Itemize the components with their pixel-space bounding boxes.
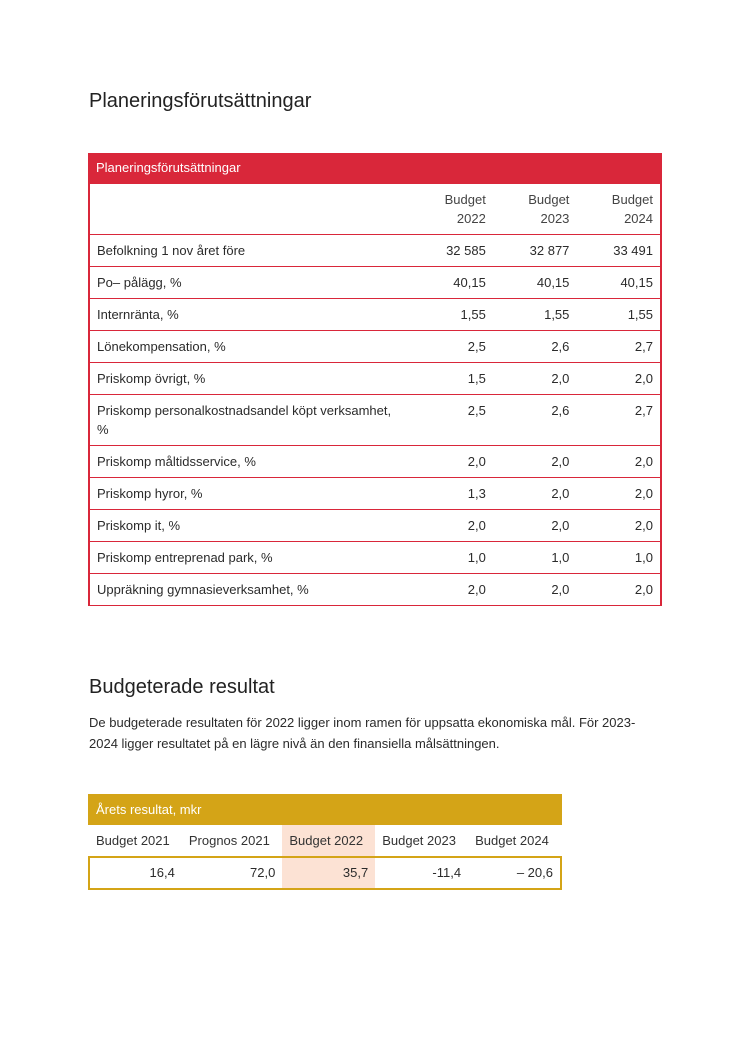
cell-value: 1,55 bbox=[409, 299, 493, 331]
table-row bbox=[89, 446, 661, 478]
table-row bbox=[89, 267, 661, 299]
table-row bbox=[89, 331, 661, 363]
table-row bbox=[89, 510, 661, 542]
cell-value: 2,0 bbox=[409, 446, 493, 478]
table-row bbox=[89, 542, 661, 574]
row-label: Befolkning 1 nov året före bbox=[89, 235, 409, 267]
value-budget-2023: -11,4 bbox=[375, 857, 468, 889]
column-header-budget-2023: Budget 2023 bbox=[493, 184, 577, 235]
row-label: Priskomp entreprenad park, % bbox=[89, 542, 409, 574]
cell-value: 2,0 bbox=[576, 363, 661, 395]
cell-value: 1,0 bbox=[576, 542, 661, 574]
cell-value: 2,7 bbox=[576, 395, 661, 446]
cell-value: 2,0 bbox=[493, 478, 577, 510]
cell-value: 1,55 bbox=[493, 299, 577, 331]
row-label: Priskomp it, % bbox=[89, 510, 409, 542]
cell-value: 2,6 bbox=[493, 395, 577, 446]
cell-value: 1,0 bbox=[493, 542, 577, 574]
row-label: Priskomp måltidsservice, % bbox=[89, 446, 409, 478]
value-budget-2021: 16,4 bbox=[89, 857, 182, 889]
cell-value: 32 585 bbox=[409, 235, 493, 267]
row-label: Uppräkning gymnasieverksamhet, % bbox=[89, 574, 409, 606]
cell-value: 2,0 bbox=[493, 574, 577, 606]
intro-paragraph: De budgeterade resultaten för 2022 ligger inom ramen för uppsatta ekonomiska mål. För 2023-2024 ligger resultatet på en lägre nivå än den finansiella målsättningen. bbox=[89, 715, 636, 751]
column-header-budget-2024: Budget 2024 bbox=[475, 833, 549, 848]
cell-value: 2,5 bbox=[409, 331, 493, 363]
table-row bbox=[89, 299, 661, 331]
row-label: Internränta, % bbox=[89, 299, 409, 331]
column-header-label bbox=[89, 184, 409, 235]
section-heading-budgeterade-resultat: Budgeterade resultat bbox=[89, 676, 275, 698]
row-label: Priskomp övrigt, % bbox=[89, 363, 409, 395]
column-header-budget-2021: Budget 2021 bbox=[96, 833, 170, 848]
planning-assumptions-table bbox=[88, 153, 662, 606]
table-header-row bbox=[89, 184, 661, 235]
cell-value: 2,0 bbox=[576, 574, 661, 606]
cell-value: 32 877 bbox=[493, 235, 577, 267]
cell-value: 2,0 bbox=[576, 446, 661, 478]
table-row bbox=[89, 857, 561, 889]
value-prognos-2021: 72,0 bbox=[182, 857, 283, 889]
table-caption: Planeringsförutsättningar bbox=[88, 153, 662, 183]
row-label: Priskomp personalkostnadsandel köpt verksamhet, % bbox=[89, 395, 409, 446]
section-heading-planeringsforutsattningar: Planeringsförutsättningar bbox=[89, 90, 312, 112]
row-label: Po– pålägg, % bbox=[89, 267, 409, 299]
cell-value: 1,0 bbox=[409, 542, 493, 574]
cell-value: 33 491 bbox=[576, 235, 661, 267]
cell-value: 2,0 bbox=[493, 446, 577, 478]
table-header-row bbox=[89, 825, 561, 857]
value-budget-2022: 35,7 bbox=[282, 857, 375, 889]
row-label: Priskomp hyror, % bbox=[89, 478, 409, 510]
table-row bbox=[89, 574, 661, 606]
column-header-prognos-2021: Prognos 2021 bbox=[188, 833, 270, 848]
column-header-budget-2023: Budget 2023 bbox=[382, 833, 456, 848]
table-row bbox=[89, 235, 661, 267]
cell-value: 2,6 bbox=[493, 331, 577, 363]
cell-value: 2,0 bbox=[493, 510, 577, 542]
cell-value: 2,7 bbox=[576, 331, 661, 363]
cell-value: 2,0 bbox=[409, 574, 493, 606]
table-row bbox=[89, 363, 661, 395]
table-row bbox=[89, 478, 661, 510]
table-row bbox=[89, 395, 661, 446]
cell-value: 2,0 bbox=[576, 478, 661, 510]
column-header-budget-2024: Budget 2024 bbox=[576, 184, 661, 235]
column-header-budget-2022: Budget 2022 bbox=[282, 825, 375, 857]
value-budget-2024: – 20,6 bbox=[468, 857, 561, 889]
cell-value: 2,5 bbox=[409, 395, 493, 446]
cell-value: 2,0 bbox=[493, 363, 577, 395]
annual-result-table bbox=[88, 794, 562, 890]
cell-value: 1,55 bbox=[576, 299, 661, 331]
cell-value: 40,15 bbox=[576, 267, 661, 299]
cell-value: 40,15 bbox=[493, 267, 577, 299]
cell-value: 2,0 bbox=[409, 510, 493, 542]
cell-value: 1,5 bbox=[409, 363, 493, 395]
row-label: Lönekompensation, % bbox=[89, 331, 409, 363]
cell-value: 2,0 bbox=[576, 510, 661, 542]
cell-value: 40,15 bbox=[409, 267, 493, 299]
cell-value: 1,3 bbox=[409, 478, 493, 510]
column-header-budget-2022: Budget 2022 bbox=[409, 184, 493, 235]
table-caption: Årets resultat, mkr bbox=[88, 794, 562, 825]
